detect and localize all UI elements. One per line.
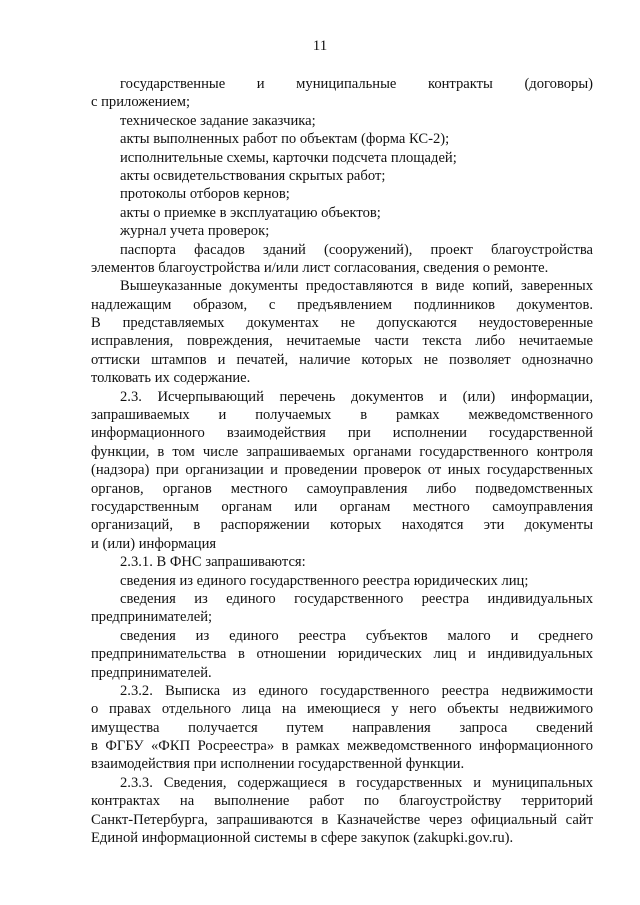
text-line: исполнительные схемы, карточки подсчета площадей; bbox=[120, 149, 457, 166]
text-line: функции, в том числе запрашиваемых органами государственного контроля bbox=[91, 443, 593, 460]
text-line: имущества получается путем направления запроса сведений bbox=[91, 719, 593, 736]
text-line: сведения из единого государственного реестра индивидуальных bbox=[120, 590, 593, 607]
text-line: 2.3.2. Выписка из единого государственного реестра недвижимости bbox=[120, 682, 593, 699]
text-line: В представляемых документах не допускаются неудостоверенные bbox=[91, 315, 593, 332]
text-line: 2.3.3. Сведения, содержащиеся в государственных и муниципальных bbox=[120, 774, 593, 791]
text-line: с приложением; bbox=[91, 94, 191, 111]
text-line: Вышеуказанные документы предоставляются в виде копий, заверенных bbox=[120, 278, 593, 295]
text-line: (надзора) при организации и проведении проверок от иных государственных bbox=[91, 462, 593, 479]
text-line: Единой информационной системы в сфере закупок (zakupki.gov.ru). bbox=[91, 830, 514, 847]
text-line: и (или) информация bbox=[91, 535, 217, 552]
text-line: сведения из единого реестра субъектов малого и среднего bbox=[120, 627, 593, 644]
text-line: толковать их содержание. bbox=[91, 370, 251, 387]
text-line: предпринимательства в отношении юридических лиц и индивидуальных bbox=[91, 646, 593, 663]
text-line: государственным органам или органам местного самоуправления bbox=[91, 498, 593, 515]
text-line: надлежащим образом, с предъявлением подлинников документов. bbox=[91, 296, 593, 313]
text-line: журнал учета проверок; bbox=[120, 223, 270, 240]
text-line: организаций, в распоряжении которых находятся эти документы bbox=[91, 517, 593, 534]
text-line: техническое задание заказчика; bbox=[120, 112, 316, 129]
text-line: 2.3.1. В ФНС запрашиваются: bbox=[120, 554, 306, 571]
text-line: информационного взаимодействия при исполнении государственной bbox=[91, 425, 593, 442]
text-line: оттиски штампов и печатей, наличие которых не позволяет однозначно bbox=[91, 351, 593, 368]
text-line: исправления, повреждения, нечитаемые части текста либо нечитаемые bbox=[91, 333, 593, 350]
page-number: 11 bbox=[312, 38, 328, 54]
text-line: органов, органов местного самоуправления либо подведомственных bbox=[91, 480, 593, 497]
text-line: о правах отдельного лица на имеющиеся у него объекты недвижимого bbox=[91, 701, 593, 718]
text-line: Санкт-Петербурга, запрашиваются в Казначействе через официальный сайт bbox=[91, 811, 593, 828]
text-line: сведения из единого государственного реестра юридических лиц; bbox=[120, 572, 529, 589]
text-line: акты выполненных работ по объектам (форма КС-2); bbox=[120, 131, 450, 148]
text-line: предпринимателей; bbox=[91, 609, 213, 626]
text-line: протоколы отборов кернов; bbox=[120, 186, 290, 203]
text-line: паспорта фасадов зданий (сооружений), проект благоустройства bbox=[120, 241, 593, 258]
text-line: запрашиваемых и получаемых в рамках межведомственного bbox=[91, 407, 593, 424]
text-line: элементов благоустройства и/или лист согласования, сведения о ремонте. bbox=[91, 259, 549, 276]
document-body bbox=[91, 75, 593, 847]
text-line: 2.3. Исчерпывающий перечень документов и (или) информации, bbox=[120, 388, 593, 405]
text-line: контрактах на выполнение работ по благоустройству территорий bbox=[91, 793, 593, 810]
text-line: предпринимателей. bbox=[91, 664, 212, 681]
text-line: взаимодействия при исполнении государственной функции. bbox=[91, 756, 465, 773]
text-line: акты освидетельствования скрытых работ; bbox=[120, 167, 386, 184]
text-line: акты о приемке в эксплуатацию объектов; bbox=[120, 204, 381, 221]
text-line: государственные и муниципальные контракты (договоры) bbox=[120, 76, 593, 92]
text-line: в ФГБУ «ФКП Росреестра» в рамках межведомственного информационного bbox=[91, 738, 593, 755]
